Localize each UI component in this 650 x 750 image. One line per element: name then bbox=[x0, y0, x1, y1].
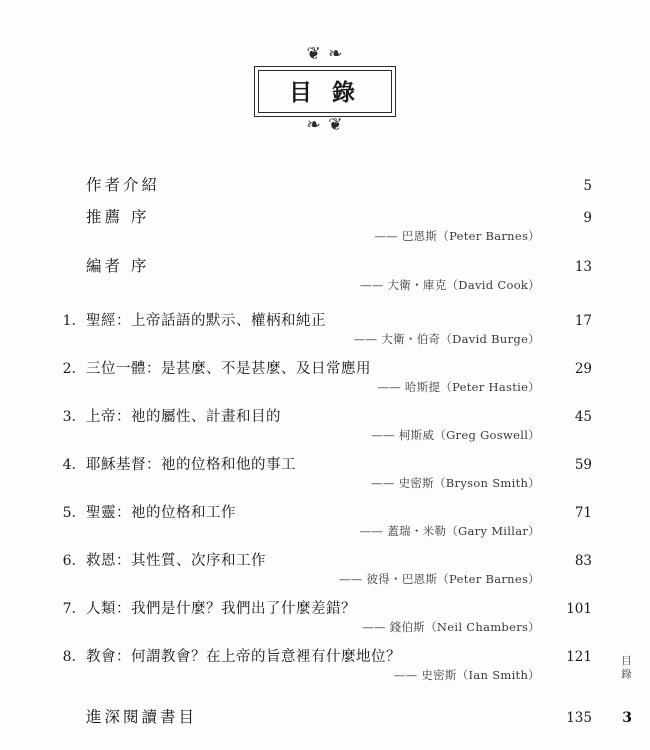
entry-number: 7. bbox=[62, 601, 76, 617]
entry-title: 教會：何謂教會？在上帝的旨意裡有什麼地位？ bbox=[86, 649, 401, 665]
entry-page-number: 5 bbox=[583, 178, 592, 194]
entry-title: 救恩：其性質、次序和工作 bbox=[86, 553, 266, 569]
entry-title: 上帝：祂的屬性、計畫和目的 bbox=[86, 409, 281, 425]
entry-author: —— 彼得・巴恩斯（Peter Barnes） bbox=[338, 572, 540, 586]
entry-title: 編者 序 bbox=[86, 257, 150, 275]
toc-entry-chapter-5[interactable] bbox=[58, 501, 592, 539]
side-running-head: 目錄 bbox=[620, 655, 632, 682]
entry-number bbox=[58, 259, 86, 275]
toc-entry-chapter-4[interactable] bbox=[58, 453, 592, 491]
toc-entry-bibliography[interactable] bbox=[58, 705, 592, 727]
entry-title: 進深閱讀書目 bbox=[86, 708, 198, 726]
entry-page-number: 59 bbox=[574, 457, 592, 473]
entry-number: 6. bbox=[62, 553, 76, 569]
ornament-bottom-icon: ❧ ❦ bbox=[306, 115, 344, 135]
entry-author: —— 錢伯斯（Neil Chambers） bbox=[362, 620, 540, 634]
entry-number: 5. bbox=[62, 505, 76, 521]
title-frame bbox=[254, 66, 396, 117]
toc-entry-chapter-7[interactable] bbox=[58, 597, 592, 635]
entry-title: 聖經：上帝話語的默示、權柄和純正 bbox=[86, 313, 326, 329]
entry-author: —— 柯斯威（Greg Goswell） bbox=[371, 428, 540, 442]
entry-number bbox=[58, 710, 86, 726]
entry-page-number: 29 bbox=[574, 361, 592, 377]
entry-page-number: 121 bbox=[566, 649, 592, 665]
entry-page-number: 135 bbox=[566, 710, 592, 726]
toc-entry[interactable] bbox=[58, 173, 592, 195]
entry-author: —— 哈斯提（Peter Hastie） bbox=[377, 380, 540, 394]
entry-author: —— 大衛・庫克（David Cook） bbox=[359, 278, 540, 292]
entry-number bbox=[58, 210, 86, 226]
entry-page-number: 9 bbox=[583, 210, 592, 226]
toc-entry-chapter-6[interactable] bbox=[58, 549, 592, 587]
toc-entry-chapter-3[interactable] bbox=[58, 405, 592, 443]
page-title: 目 錄 bbox=[288, 79, 361, 106]
toc-entry[interactable] bbox=[58, 254, 592, 293]
entry-number: 2. bbox=[62, 361, 76, 377]
toc-entry-chapter-8[interactable] bbox=[58, 645, 592, 683]
entry-page-number: 101 bbox=[566, 601, 592, 617]
entry-author: —— 大衛・伯奇（David Burge） bbox=[353, 332, 540, 346]
toc-list bbox=[0, 165, 650, 727]
ornament-top-icon: ❦ ❧ bbox=[306, 44, 344, 64]
toc-title-block bbox=[0, 0, 650, 135]
entry-page-number: 83 bbox=[574, 553, 592, 569]
entry-author: —— 巴恩斯（Peter Barnes） bbox=[374, 229, 540, 243]
entry-author: —— 蓋瑞・米勒（Gary Millar） bbox=[359, 524, 540, 538]
entry-page-number: 13 bbox=[574, 259, 592, 275]
entry-number: 8. bbox=[62, 649, 76, 665]
entry-title: 人類：我們是什麼？我們出了什麼差錯？ bbox=[86, 601, 356, 617]
entry-page-number: 45 bbox=[574, 409, 592, 425]
toc-entry-chapter-1[interactable] bbox=[58, 309, 592, 347]
entry-number: 4. bbox=[62, 457, 76, 473]
entry-title: 推薦 序 bbox=[86, 208, 150, 226]
entry-page-number: 71 bbox=[574, 505, 592, 521]
entry-page-number: 17 bbox=[574, 313, 592, 329]
entry-author: —— 史密斯（Ian Smith） bbox=[393, 668, 540, 682]
entry-number bbox=[58, 178, 86, 194]
entry-title: 聖靈：祂的位格和工作 bbox=[86, 505, 236, 521]
entry-number: 3. bbox=[62, 409, 76, 425]
toc-entry-chapter-2[interactable] bbox=[58, 357, 592, 395]
entry-author: —— 史密斯（Bryson Smith） bbox=[371, 476, 540, 490]
entry-title: 作者介紹 bbox=[86, 176, 161, 194]
page-folio-number: 3 bbox=[622, 710, 632, 726]
entry-number: 1. bbox=[62, 313, 76, 329]
entry-title: 耶穌基督：祂的位格和他的事工 bbox=[86, 457, 296, 473]
toc-entry[interactable] bbox=[58, 205, 592, 244]
entry-title: 三位一體：是甚麼、不是甚麼、及日常應用 bbox=[86, 361, 371, 377]
